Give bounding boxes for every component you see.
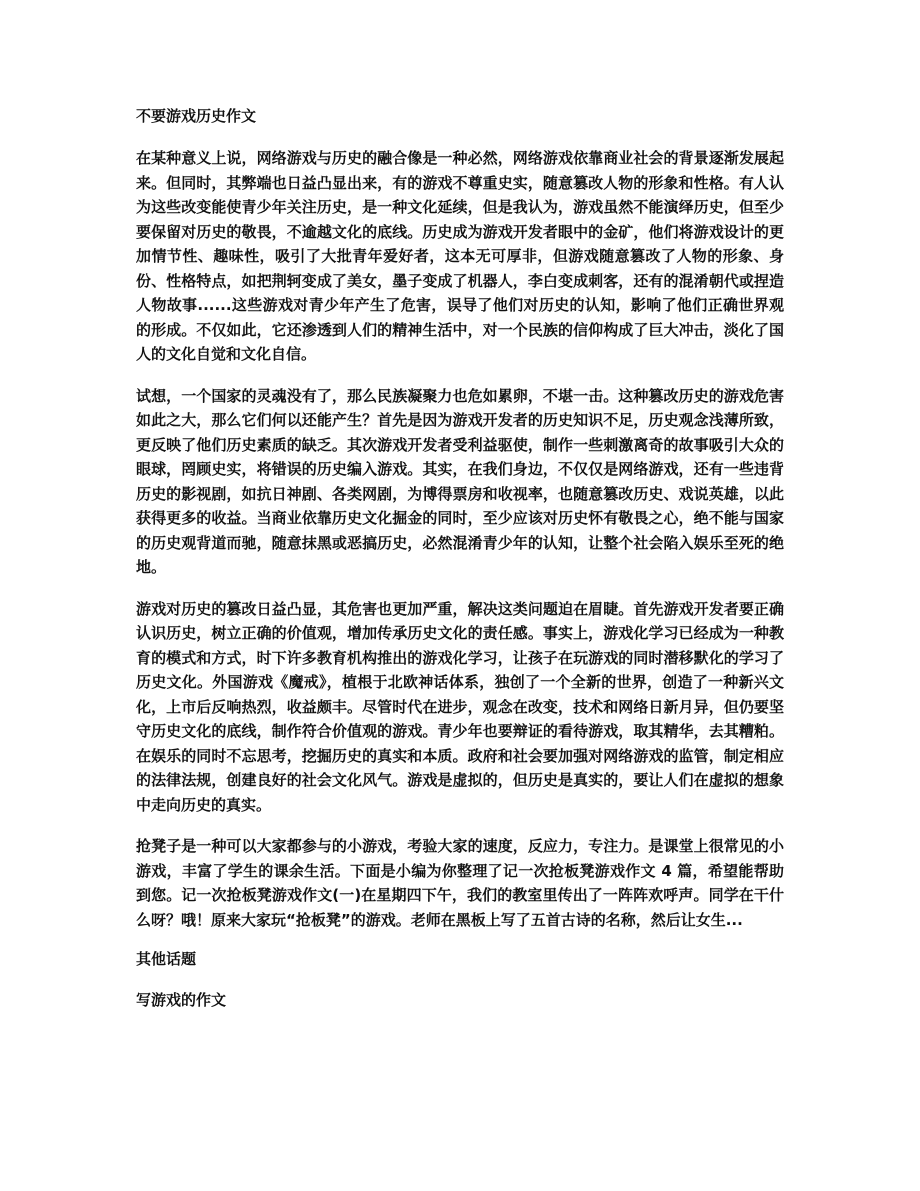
paragraph-4: 抢凳子是一种可以大家都参与的小游戏，考验大家的速度，反应力，专注力。是课堂上很常见的小游戏，丰富了学生的课余生活。下面是小编为你整理了记一次抢板凳游戏作文 4 篇，希望能帮助到您。记一次抢板凳游戏作文(一)在星期四下午，我们的教室里传出了一阵阵欢呼声。同学在干什么呀？哦！原来大家玩“抢板凳”的游戏。老师在黑板上写了五首古诗的名称，然后让女生... [136, 837, 784, 929]
related-article-link[interactable]: 写游戏的作文 [136, 991, 227, 1009]
other-topics-heading: 其他话题 [136, 950, 197, 968]
paragraph-3: 游戏对历史的篡改日益凸显，其危害也更加严重，解决这类问题迫在眉睫。首先游戏开发者要正确认识历史，树立正确的价值观，增加传承历史文化的责任感。事实上，游戏化学习已经成为一种教育的模式和方式，时下许多教育机构推出的游戏化学习，让孩子在玩游戏的同时潜移默化的学习了历史文化。外国游戏《魔戒》，植根于北欧神话体系，独创了一个全新的世界，创造了一种新兴文化，上市后反响热烈，收益颇丰。尽管时代在进步，观念在改变，技术和网络日新月异，但仍要坚守历史文化的底线，制作符合价值观的游戏。青少年也要辩证的看待游戏，取其精华，去其糟粕。在娱乐的同时不忘思考，挖掘历史的真实和本质。政府和社会要加强对网络游戏的监管，制定相应的法律法规，创建良好的社会文化风气。游戏是虚拟的，但历史是真实的，要让人们在虚拟的想象中走向历史的真实。 [136, 599, 784, 814]
paragraph-1: 在某种意义上说，网络游戏与历史的融合像是一种必然，网络游戏依靠商业社会的背景逐渐发展起来。但同时，其弊端也日益凸显出来，有的游戏不尊重史实，随意篡改人物的形象和性格。有人认为这些改变能使青少年关注历史，是一种文化延续，但是我认为，游戏虽然不能演绎历史，但至少要保留对历史的敬畏，不逾越文化的底线。历史成为游戏开发者眼中的金矿，他们将游戏设计的更加情节性、趣味性，吸引了大批青年爱好者，这本无可厚非，但游戏随意篡改了人物的形象、身份、性格特点，如把荆轲变成了美女，墨子变成了机器人，李白变成刺客，还有的混淆朝代或捏造人物故事......这些游戏对青少年产生了危害，误导了他们对历史的认知，影响了他们正确世界观的形成。不仅如此，它还渗透到人们的精神生活中，对一个民族的信仰构成了巨大冲击，淡化了国人的文化自觉和文化自信。 [136, 149, 784, 363]
document-title: 不要游戏历史作文 [136, 107, 257, 125]
document-page [136, 106, 784, 1031]
paragraph-2: 试想，一个国家的灵魂没有了，那么民族凝聚力也危如累卵，不堪一击。这种篡改历史的游戏危害如此之大，那么它们何以还能产生？首先是因为游戏开发者的历史知识不足，历史观念浅薄所致，更反映了他们历史素质的缺乏。其次游戏开发者受利益驱使，制作一些刺激离奇的故事吸引大众的眼球，罔顾史实，将错误的历史编入游戏。其实，在我们身边，不仅仅是网络游戏，还有一些违背历史的影视剧，如抗日神剧、各类网剧，为博得票房和收视率，也随意篡改历史、戏说英雄，以此获得更多的收益。当商业依靠历史文化掘金的同时，至少应该对历史怀有敬畏之心，绝不能与国家的历史观背道而驰，随意抹黑或恶搞历史，必然混淆青少年的认知，让整个社会陷入娱乐至死的绝地。 [136, 386, 784, 576]
